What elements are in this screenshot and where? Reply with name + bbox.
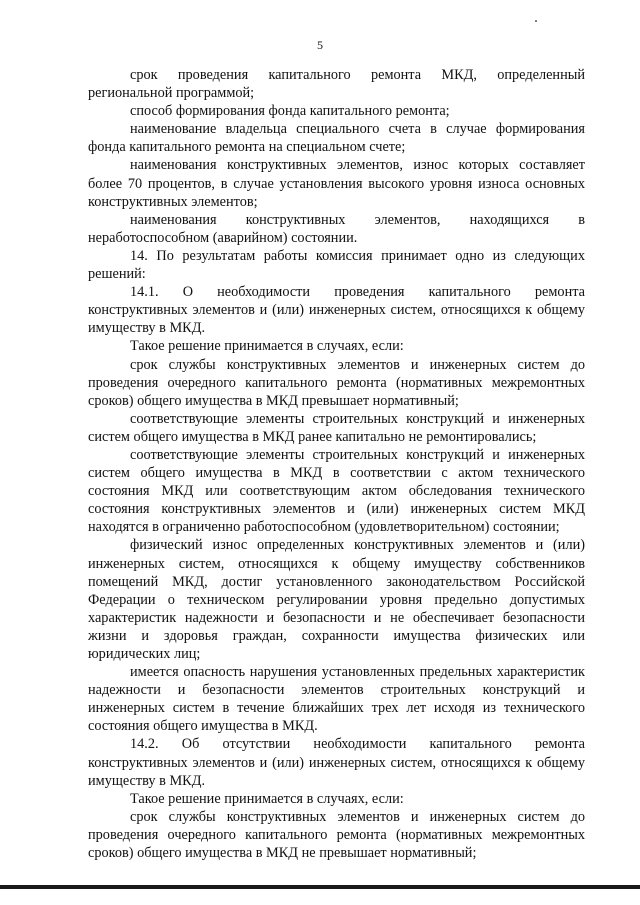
paragraph-section-14: 14. По результатам работы комиссия принимает одно из следующих решений: xyxy=(88,247,585,283)
paragraph-service-life-exceeds: срок службы конструктивных элементов и инженерных систем до проведения очередного капитального ремонта (нормативных межремонтных сроков) общего имущества в МКД превышает нормативный; xyxy=(88,356,585,409)
paragraph-account-owner: наименование владельца специального счета в случае формирования фонда капитального ремонта на специальном счете; xyxy=(88,121,585,156)
paragraph-decision-cases-1: Такое решение принимается в случаях, если: xyxy=(130,338,404,355)
paragraph-service-life-not-exceeds: срок службы конструктивных элементов и инженерных систем до проведения очередного капитального ремонта (нормативных межремонтных сроков) общего имущества в МКД не превышает нормативный; xyxy=(88,808,585,862)
paragraph-worn-elements: наименования конструктивных элементов, износ которых составляет более 70 процентов, в случае установления высокого уровня износа основных конструктивных элементов; xyxy=(88,157,585,210)
paragraph-emergency-elements: наименования конструктивных элементов, находящихся в неработоспособном (аварийном) состоянии. xyxy=(88,211,585,246)
paragraph-fund-method: способ формирования фонда капитального ремонта; xyxy=(130,103,450,120)
paragraph-repair-term: срок проведения капитального ремонта МКД, определенный региональной программой; xyxy=(88,67,585,102)
paragraph-never-repaired: соответствующие элементы строительных конструкций и инженерных систем общего имущества в МКД ранее капитально не ремонтировались; xyxy=(88,410,585,445)
paragraph-section-14-2: 14.2. Об отсутствии необходимости капитального ремонта конструктивных элементов и (или) инженерных систем, относящихся к общему имуществу в МКД. xyxy=(88,736,585,789)
page-number: 5 xyxy=(317,38,323,52)
paragraph-section-14-1: 14.1. О необходимости проведения капитального ремонта конструктивных элементов и (или) инженерных систем, относящихся к общему имуществу в МКД. xyxy=(88,284,585,337)
paragraph-physical-wear: физический износ определенных конструктивных элементов и (или) инженерных систем, относящихся к общему имуществу собственников помещений МКД, достиг установленного законодательством Российской Федерации о техническом регулировании уровня предельно допустимых характеристик надежности и безопасности и не обеспечивает безопасности жизни и здоровья граждан, сохранности имущества физических или юридических лиц; xyxy=(88,537,585,662)
bottom-divider xyxy=(0,885,640,889)
scan-speck xyxy=(535,20,537,22)
paragraph-limited-condition: соответствующие элементы строительных конструкций и инженерных систем общего имущества в МКД в соответствии с актом технического состояния МКД или соответствующим актом обследования технического состояния конструктивных элементов и (или) инженерных систем МКД находятся в ограниченно работоспособном (удовлетворительном) состоянии; xyxy=(88,446,585,536)
paragraph-decision-cases-2: Такое решение принимается в случаях, если: xyxy=(130,790,404,807)
paragraph-risk-three-years: имеется опасность нарушения установленных предельных характеристик надежности и безопасности элементов строительных конструкций и инженерных систем в течение ближайших трех лет исходя из технического состояния общего имущества в МКД. xyxy=(88,664,585,735)
document-body xyxy=(88,66,585,862)
